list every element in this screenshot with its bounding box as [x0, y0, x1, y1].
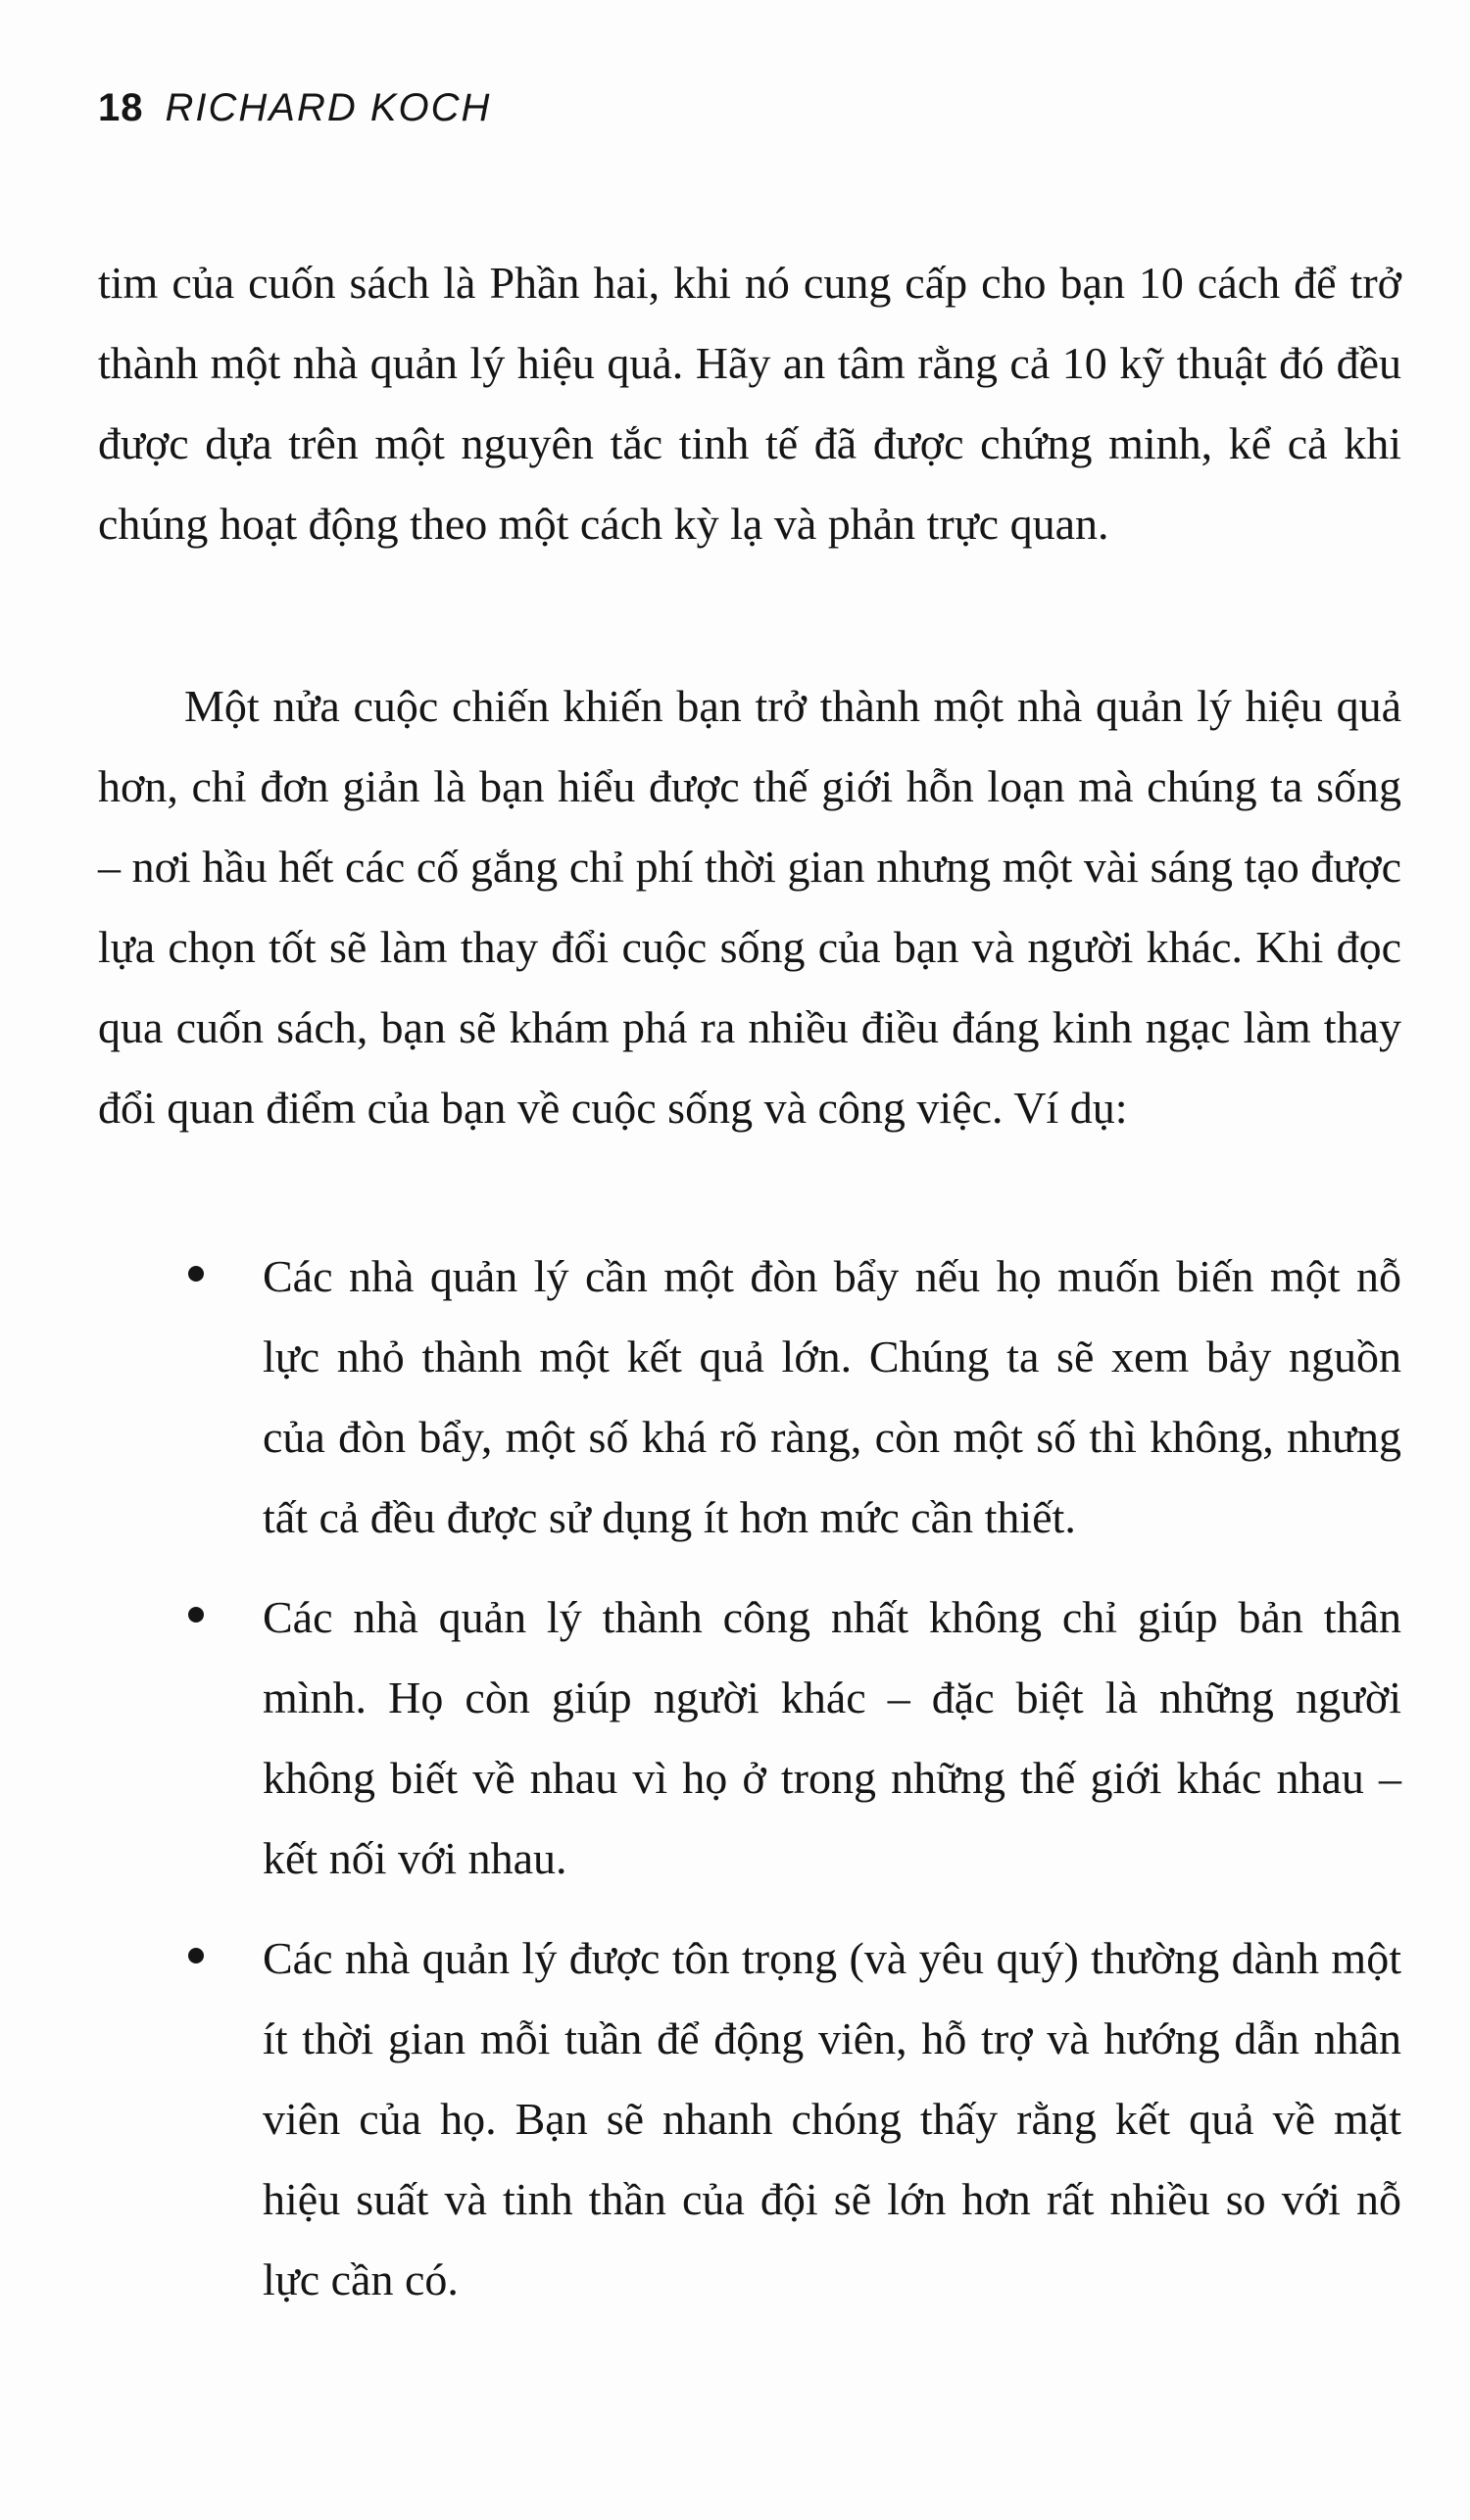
- bullet-icon: [188, 1607, 204, 1623]
- running-header: [98, 86, 491, 130]
- bullet-icon: [188, 1266, 204, 1282]
- bullet-item-3: [98, 1918, 1401, 2320]
- author-name: RICHARD KOCH: [165, 86, 492, 129]
- bullet-item-1: [98, 1236, 1401, 1558]
- bullet-item-2: [98, 1577, 1401, 1899]
- bullet-list: [98, 1236, 1401, 2320]
- bullet-text: Các nhà quản lý thành công nhất không chỉ giúp bản thân mình. Họ còn giúp người khác – đặc biệt là những người không biết về nhau vì họ ở trong những thế giới khác nhau – kết nối với nhau.: [263, 1592, 1401, 1883]
- bullet-text: Các nhà quản lý được tôn trọng (và yêu quý) thường dành một ít thời gian mỗi tuần để động viên, hỗ trợ và hướng dẫn nhân viên của họ. Bạn sẽ nhanh chóng thấy rằng kết quả về mặt hiệu suất và tinh thần của đội sẽ lớn hơn rất nhiều so với nỗ lực cần có.: [263, 1933, 1401, 2304]
- bullet-icon: [188, 1948, 204, 1963]
- paragraph-2: Một nửa cuộc chiến khiến bạn trở thành một nhà quản lý hiệu quả hơn, chỉ đơn giản là bạn hiểu được thế giới hỗn loạn mà chúng ta sống – nơi hầu hết các cố gắng chỉ phí thời gian nhưng một vài sáng tạo được lựa chọn tốt sẽ làm thay đổi cuộc sống của bạn và người khác. Khi đọc qua cuốn sách, bạn sẽ khám phá ra nhiều điều đáng kinh ngạc làm thay đổi quan điểm của bạn về cuộc sống và công việc. Ví dụ:: [98, 681, 1401, 1133]
- paragraph-1: tim của cuốn sách là Phần hai, khi nó cung cấp cho bạn 10 cách để trở thành một nhà quản lý hiệu quả. Hãy an tâm rằng cả 10 kỹ thuật đó đều được dựa trên một nguyên tắc tinh tế đã được chứng minh, kể cả khi chúng hoạt động theo một cách kỳ lạ và phản trực quan.: [98, 258, 1401, 549]
- bullet-text: Các nhà quản lý cần một đòn bẩy nếu họ muốn biến một nỗ lực nhỏ thành một kết quả lớn. Chúng ta sẽ xem bảy nguồn của đòn bẩy, một số khá rõ ràng, còn một số thì không, nhưng tất cả đều được sử dụng ít hơn mức cần thiết.: [263, 1251, 1401, 1542]
- page-number: 18: [98, 86, 144, 129]
